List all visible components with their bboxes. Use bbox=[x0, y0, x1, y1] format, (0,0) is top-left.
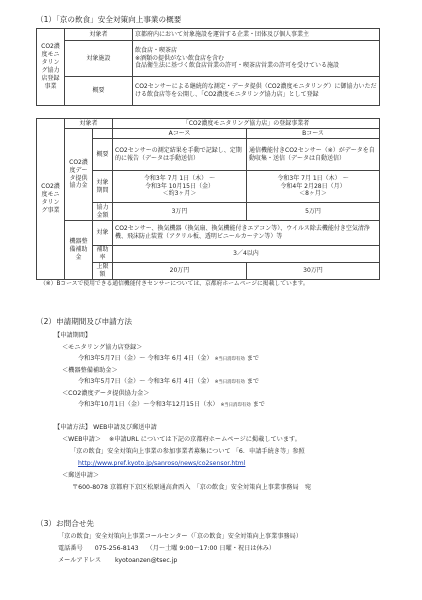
item2-heading: ＜機器整備補助金＞ bbox=[62, 367, 118, 374]
item3-date-text: 令和3年10月1日（金）〜令和3年12月15日（水） bbox=[78, 401, 219, 408]
phone-hours: （月〜土曜 9:00〜17:00 日曜・祝日は休み） bbox=[146, 545, 276, 552]
equipment-target-label: 対象 bbox=[93, 221, 113, 246]
data-bonus-label: CO2濃度データ提供協力金 bbox=[65, 129, 93, 221]
call-center: 「京の飲食」安全対策向上事業コールセンター（「京の飲食」安全対策向上事業事務局） bbox=[58, 533, 303, 540]
target-label: 対象者 bbox=[65, 29, 133, 41]
equipment-target-value: CO2センサー、換気機器（換気扇、換気機能付きエアコン等）、ウイルス除去機能付き空気清浄機、飛沫防止装置（アクリル板、透明ビニールカーテン等）等 bbox=[113, 221, 380, 246]
item3-note: ※当日消印有効 bbox=[220, 403, 251, 408]
course-b-period bbox=[247, 171, 380, 203]
sensor-page-link[interactable]: http://www.pref.kyoto.jp/sanroso/news/co2sensor.html bbox=[78, 460, 246, 467]
course-b-amount: 5万円 bbox=[247, 203, 380, 221]
method-row bbox=[54, 424, 157, 432]
course-a-period-length: ＜約3ヶ月＞ bbox=[162, 190, 197, 198]
period-heading: 【申請期間】 bbox=[54, 332, 92, 339]
email-label: メールアドレス bbox=[58, 557, 102, 564]
monitoring-table bbox=[36, 118, 380, 280]
facility-line3: 食品衛生法に基づく飲食店営業の許可・喫茶店営業の許可を受けている施設 bbox=[135, 62, 340, 70]
item1-heading: ＜モニタリング協力店登録＞ bbox=[62, 344, 143, 351]
email-address: kyotoanzen@tsec.jp bbox=[114, 557, 178, 564]
course-overview-label: 概要 bbox=[93, 139, 113, 171]
web-text: ※申請URL については下記の京都府ホームページに掲載しています。 bbox=[109, 436, 301, 443]
facility-line2: ※酒類の提供がない飲食店を含む bbox=[135, 54, 225, 62]
target-label-2: 対象者 bbox=[65, 119, 113, 129]
item2-note: ※当日消印有効 bbox=[214, 380, 245, 385]
facility-value bbox=[133, 41, 380, 77]
section1-title: （1）「京の飲食」安全対策向上事業の概要 bbox=[36, 15, 182, 24]
course-b-overview: 通信機能付きCO2センサー（※）がデータを自動収集・送信（データは自動送信） bbox=[247, 139, 380, 171]
registration-table bbox=[36, 28, 380, 106]
item3-end: まで bbox=[252, 401, 265, 408]
course-a-amount: 3万円 bbox=[113, 203, 247, 221]
phone-label: 電話番号 bbox=[58, 545, 83, 552]
limit-b-value: 30万円 bbox=[247, 262, 380, 279]
section3-title: （3）お問合せ先 bbox=[36, 519, 94, 528]
rate-value: 3／4以内 bbox=[113, 246, 380, 263]
period-label: 対象期間 bbox=[93, 171, 113, 203]
method-heading: 【申請方法】 bbox=[54, 424, 92, 431]
course-a-header: Aコース bbox=[113, 129, 247, 139]
facility-label: 対象施設 bbox=[65, 41, 133, 77]
item3-date bbox=[78, 401, 265, 409]
limit-a-value: 20万円 bbox=[113, 262, 247, 279]
sensor-note: （※）Bコースで使用できる通信機能付きセンサーについては、京都府ホームページに掲載しています。 bbox=[40, 281, 309, 287]
overview-label: 概要 bbox=[65, 77, 133, 106]
course-b-header: Bコース bbox=[247, 129, 380, 139]
facility-line1: 飲食店・喫茶店 bbox=[135, 46, 178, 54]
item1-date-text: 令和3年5月7日（金）〜 令和3年 6月 4日（金） bbox=[78, 355, 213, 362]
section2-title: （2）申請期間及び申請方法 bbox=[36, 317, 132, 326]
course-a-period bbox=[113, 171, 247, 203]
web-row bbox=[62, 436, 301, 444]
email-row bbox=[58, 557, 177, 565]
course-a-period-start: 令和3年 7月 1日（木） 〜 bbox=[143, 174, 216, 182]
item3-heading: ＜CO2濃度データ提供協力金＞ bbox=[62, 390, 150, 397]
item1-date bbox=[78, 355, 259, 363]
item2-date-text: 令和3年5月7日（金）〜 令和3年 6月 4日（金） bbox=[78, 378, 213, 385]
item1-end: まで bbox=[246, 355, 260, 362]
course-b-period-end: 令和4年 2月28日（月） bbox=[280, 182, 346, 190]
item2-date bbox=[78, 378, 259, 386]
item2-end: まで bbox=[246, 378, 260, 385]
phone-row bbox=[58, 545, 275, 553]
registration-label: CO2濃度モニタリング協力店登録事業 bbox=[37, 29, 65, 106]
web-detail: 「京の飲食」安全対策向上事業の参加事業者募集について 「6．申請手続き等」参照 bbox=[70, 448, 305, 455]
target-value-2: 「CO2濃度モニタリング協力店」の登録事業者 bbox=[113, 119, 380, 129]
rate-label: 補助率 bbox=[93, 246, 113, 263]
course-a-period-end: 令和3年 10月15日（金） bbox=[145, 182, 214, 190]
mail-address: 〒600-8078 京都府下京区松原通高倉西入 「京の飲食」安全対策向上事業事務局 宛 bbox=[72, 484, 312, 491]
method-text: WEB申請及び郵送申請 bbox=[93, 424, 157, 431]
phone-number: 075-256-8143 bbox=[94, 545, 139, 552]
target-value: 京都府内において対象施設を運営する企業・団体及び個人事業主 bbox=[133, 29, 380, 41]
mail-heading: ＜郵送申請＞ bbox=[62, 472, 100, 479]
course-b-period-start: 令和3年 7月 1日（木） 〜 bbox=[277, 174, 349, 182]
amount-label: 協力金額 bbox=[93, 203, 113, 221]
web-heading: ＜WEB申請＞ bbox=[62, 436, 102, 443]
course-a-overview: CO2センサーの測定結果を手動で記録し、定期的に報告（データは手動送信） bbox=[113, 139, 247, 171]
limit-label: 上限額 bbox=[93, 262, 113, 279]
equipment-grant-label: 機器整備補助金 bbox=[65, 221, 93, 280]
course-b-period-length: ＜8ヶ月＞ bbox=[299, 190, 327, 198]
monitoring-label: CO2濃度モニタリング事業 bbox=[37, 119, 65, 280]
overview-value: CO2センサーによる継続的な測定・データ提供（CO2濃度モニタリング）に御協力いただける飲食店等を公開し、「CO2濃度モニタリング協力店」として登録 bbox=[133, 77, 380, 106]
item1-note: ※当日消印有効 bbox=[214, 357, 245, 362]
